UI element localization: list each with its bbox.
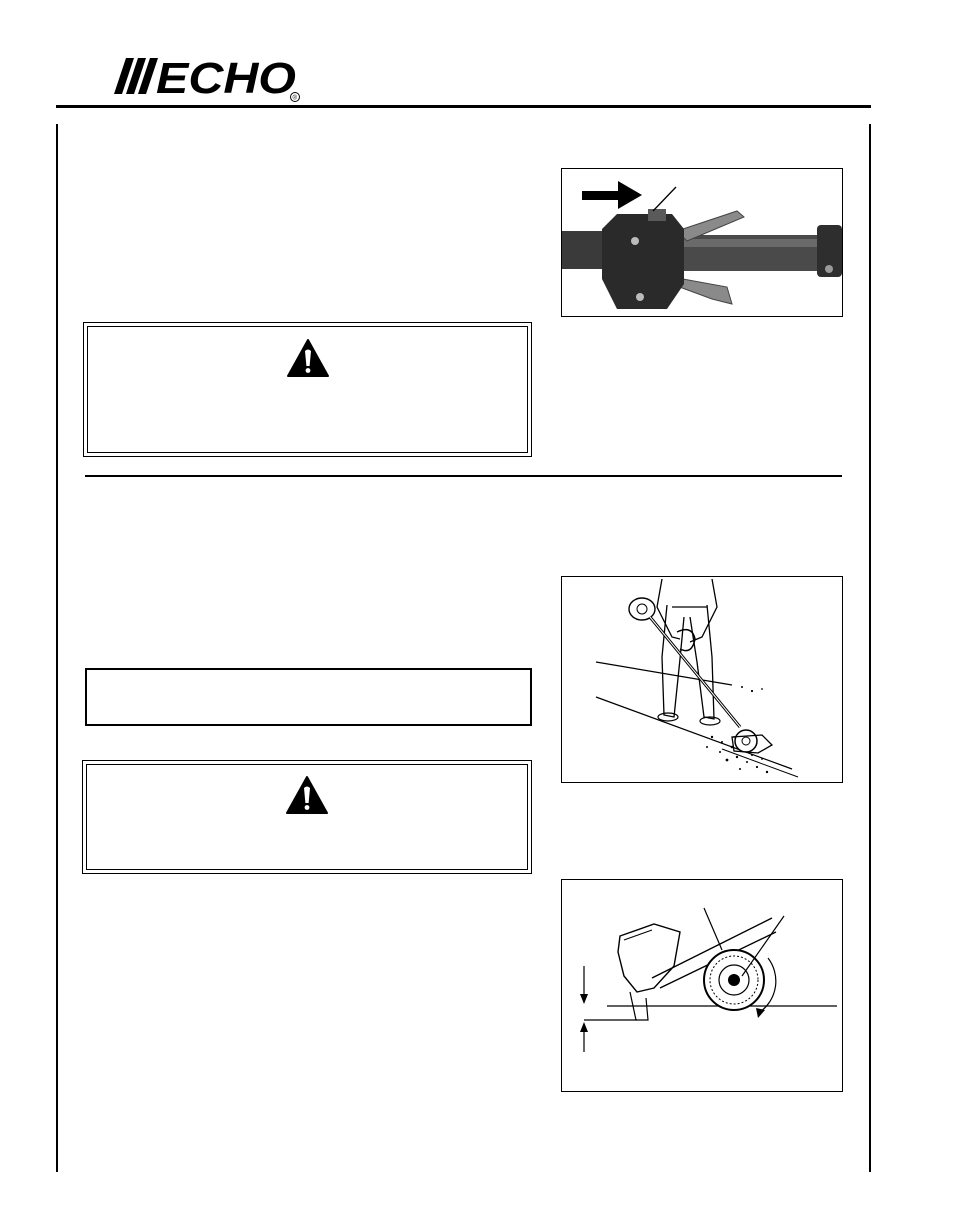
echo-logo xyxy=(112,56,304,104)
right-margin-rule xyxy=(869,124,871,1172)
header-rule xyxy=(56,105,871,108)
operator-edging-figure xyxy=(561,576,843,783)
throttle-handle-photo-icon xyxy=(562,169,842,316)
throttle-handle-figure xyxy=(561,168,843,317)
left-margin-rule xyxy=(56,124,58,1172)
warning-triangle-icon xyxy=(285,775,329,815)
warning-triangle-icon xyxy=(286,338,330,378)
warning-box xyxy=(82,760,532,874)
edger-wheel-figure xyxy=(561,879,843,1092)
registered-mark: ® xyxy=(292,95,297,102)
note-box xyxy=(85,668,532,726)
brand-wordmark: ECHO xyxy=(156,56,296,103)
warning-box xyxy=(83,322,532,457)
section-divider xyxy=(85,475,842,477)
edger-wheel-depth-diagram-icon xyxy=(562,880,842,1091)
operator-edging-illustration-icon xyxy=(562,577,842,782)
